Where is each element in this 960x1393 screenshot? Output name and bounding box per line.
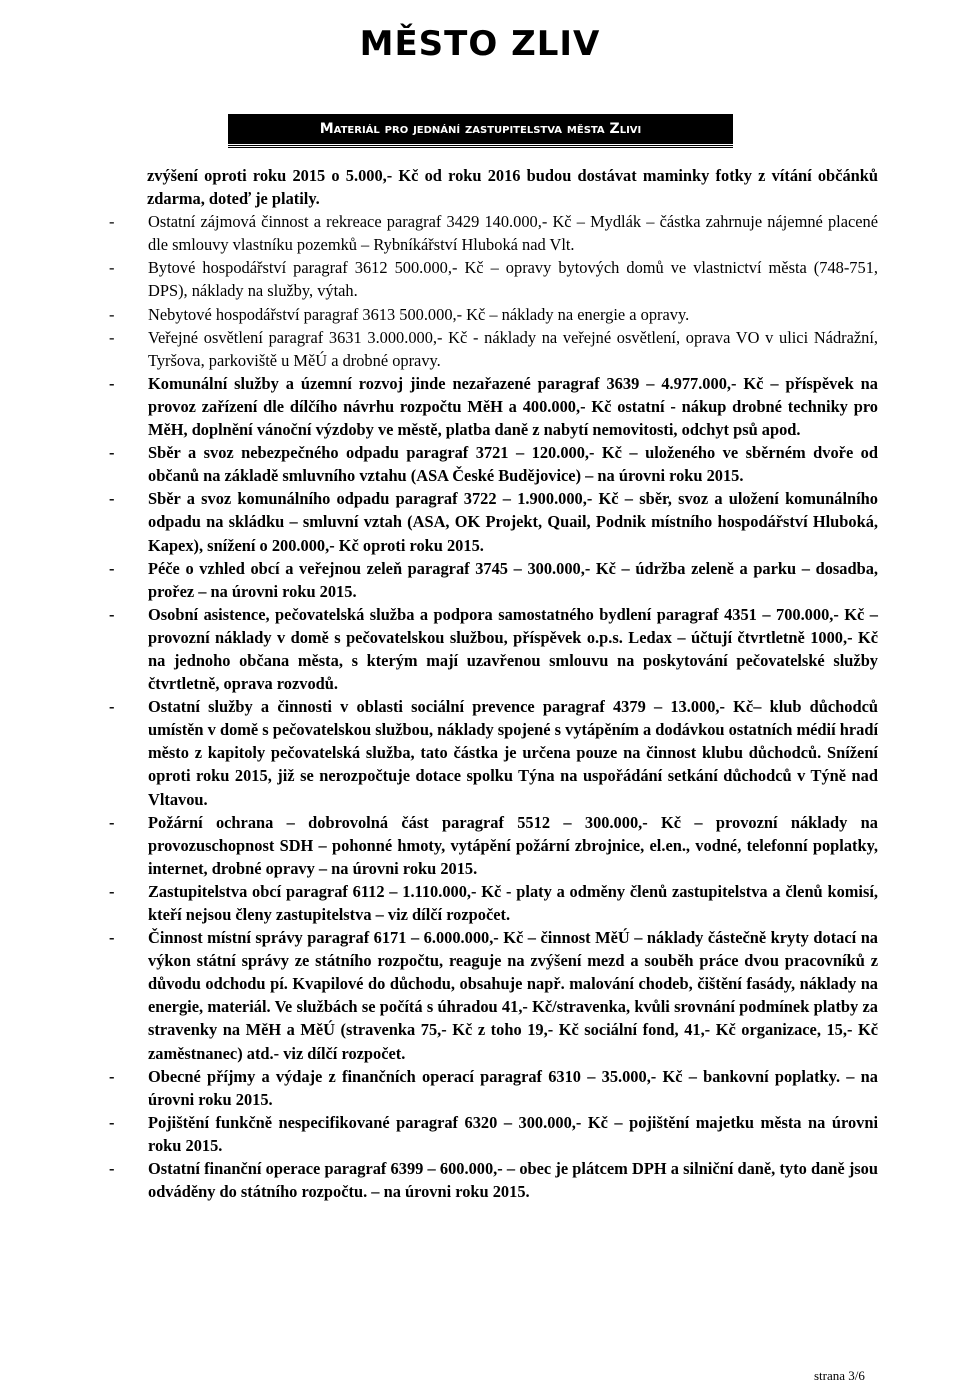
list-dash: - — [109, 212, 115, 232]
budget-item-text: Sběr a svoz komunálního odpadu paragraf 3722 – 1.900.000,- Kč – sběr, svoz a uložení komunálního odpadu na skládku – smluvní vztah (ASA, OK Projekt, Quail, Podnik místního hospodářství Hluboká, Kapex), snížení o 200.000,- Kč oproti roku 2015. — [148, 489, 878, 555]
budget-item-list — [108, 210, 878, 1203]
budget-item-text: Zastupitelstva obcí paragraf 6112 – 1.110.000,- Kč - platy a odměny členů zastupitelstva a členů komisí, kteří nejsou členy zastupitelstva – viz dílčí rozpočet. — [148, 881, 878, 924]
list-dash: - — [109, 558, 115, 578]
page-title: MĚSTO ZLIV — [359, 24, 601, 64]
banner-divider — [228, 145, 733, 148]
document-body — [108, 164, 878, 1203]
list-dash: - — [109, 373, 115, 393]
budget-item — [108, 210, 878, 256]
budget-item-text: Komunální služby a územní rozvoj jinde nezařazené paragraf 3639 – 4.977.000,- Kč – příspěvek na provoz zařízení dle dílčího návrhu rozpočtu MěH a 400.000,- Kč ostatní - nákup drobné techniky pro MěH, doplnění vánoční výzdoby ve městě, platba daně z nabytí nemovitosti, odchyt psů apod. — [148, 373, 878, 440]
budget-item-text: Péče o vzhled obcí a veřejnou zeleň paragraf 3745 – 300.000,- Kč – údržba zeleně a parku – dosadba, prořez – na úrovni roku 2015. — [148, 558, 878, 601]
list-dash: - — [109, 489, 115, 509]
budget-item-text: Ostatní finanční operace paragraf 6399 – 600.000,- – obec je plátcem DPH a silniční daně, tyto daně jsou odváděny do státního rozpočtu. – na úrovni roku 2015. — [148, 1159, 878, 1202]
budget-item — [108, 695, 878, 810]
budget-item-text: Veřejné osvětlení paragraf 3631 3.000.000,- Kč - náklady na veřejné osvětlení, oprava VO v ulici Nádražní, Tyršova, parkoviště u MěÚ a drobné opravy. — [148, 327, 878, 370]
budget-item — [108, 487, 878, 556]
budget-item — [108, 880, 878, 926]
budget-item-text: Bytové hospodářství paragraf 3612 500.000,- Kč – opravy bytových domů ve vlastnictví města (748-751, DPS), náklady na služby, výtah. — [148, 258, 878, 301]
budget-item-text: Obecné příjmy a výdaje z finančních operací paragraf 6310 – 35.000,- Kč – bankovní poplatky. – na úrovni roku 2015. — [148, 1066, 878, 1109]
list-dash: - — [109, 1066, 115, 1086]
list-dash: - — [109, 697, 115, 717]
budget-item-text: Nebytové hospodářství paragraf 3613 500.000,- Kč – náklady na energie a opravy. — [148, 304, 690, 324]
list-dash: - — [109, 812, 115, 832]
budget-item — [108, 303, 878, 326]
page-number: strana 3/6 — [814, 1368, 865, 1383]
budget-item-text: Požární ochrana – dobrovolná část paragraf 5512 – 300.000,- Kč – provozní náklady na provozuschopnost SDH – pohonné hmoty, vytápění požární zbrojnice, el.en., vodné, telefonní poplatky, internet, drobné opravy – na úrovni roku 2015. — [148, 812, 878, 878]
document-banner: Materiál pro jednání zastupitelstva města Zlivi — [228, 114, 733, 144]
budget-item — [108, 1111, 878, 1157]
budget-item — [108, 441, 878, 487]
list-dash: - — [109, 327, 115, 347]
list-dash: - — [109, 1159, 115, 1179]
budget-item-text: Osobní asistence, pečovatelská služba a podpora samostatného bydlení paragraf 4351 – 700.000,- Kč – provozní náklady v domě s pečovatelskou službou, příspěvek o.p.s. Ledax – účtují čtvrtletně 1000,- Kč na jednoho občana města, s kterým mají uzavřenou smlouvu na poskytování pečovatelské služby čtvrtletně, oprava rozvodů. — [148, 604, 878, 694]
list-dash: - — [109, 304, 115, 324]
list-dash: - — [109, 604, 115, 624]
list-dash: - — [109, 1112, 115, 1132]
budget-item-text: Ostatní zájmová činnost a rekreace paragraf 3429 140.000,- Kč – Mydlák – částka zahrnuje nájemné placené dle smlouvy vlastníku pozemků – Rybníkářství Hluboká nad Vlt. — [148, 212, 878, 255]
budget-item-text: Pojištění funkčně nespecifikované paragraf 6320 – 300.000,- Kč – pojištění majetku města na úrovni roku 2015. — [148, 1112, 878, 1155]
list-dash: - — [109, 443, 115, 463]
list-dash: - — [109, 928, 115, 948]
budget-item — [108, 926, 878, 1065]
budget-item — [108, 603, 878, 695]
budget-item-text: Činnost místní správy paragraf 6171 – 6.000.000,- Kč – činnost MěÚ – náklady částečně kryty dotací na výkon státní správy ze státního rozpočtu, reaguje na zvýšení mezd a souběh práce dvou pracovníků z důvodu odchodu pí. Kvapilové do důchodu, obsahuje např. malování chodeb, čištění fasády, náklady na energie, materiál. Ve službách se počítá s úhradou 41,- Kč/stravenka, kvůli srovnání podmínek platby za stravenky na MěH a MěÚ (stravenka 75,- Kč z toho 19,- Kč sociální fond, 41,- Kč organizace, 15,- Kč zaměstnanec) atd.- viz dílčí rozpočet. — [148, 928, 878, 1063]
budget-item — [108, 1065, 878, 1111]
list-dash: - — [109, 881, 115, 901]
budget-item — [108, 256, 878, 302]
budget-item-text: Sběr a svoz nebezpečného odpadu paragraf 3721 – 120.000,- Kč – uloženého ve sběrném dvoře od občanů na základě smluvního vztahu (ASA České Budějovice) – na úrovni roku 2015. — [148, 443, 878, 486]
budget-item — [108, 557, 878, 603]
budget-item-text: Ostatní služby a činnosti v oblasti sociální prevence paragraf 4379 – 13.000,- Kč– klub důchodců umístěn v domě s pečovatelskou službou, náklady spojené s vytápěním a dodávkou ostatních médií hradí město z kapitoly pečovatelská služba, tato částka je určena pouze na činnost klubu důchodců. Snížení oproti roku 2015, již se nerozpočtuje dotace spolku Týna na uspořádání setkání důchodců v Týně nad Vltavou. — [148, 697, 878, 809]
budget-item — [108, 811, 878, 880]
budget-item — [108, 326, 878, 372]
budget-item — [108, 1157, 878, 1203]
budget-item — [108, 372, 878, 441]
continuation-paragraph: zvýšení oproti roku 2015 o 5.000,- Kč od roku 2016 budou dostávat maminky fotky z vítání občánků zdarma, doteď je platily. — [147, 166, 878, 209]
list-dash: - — [109, 258, 115, 278]
